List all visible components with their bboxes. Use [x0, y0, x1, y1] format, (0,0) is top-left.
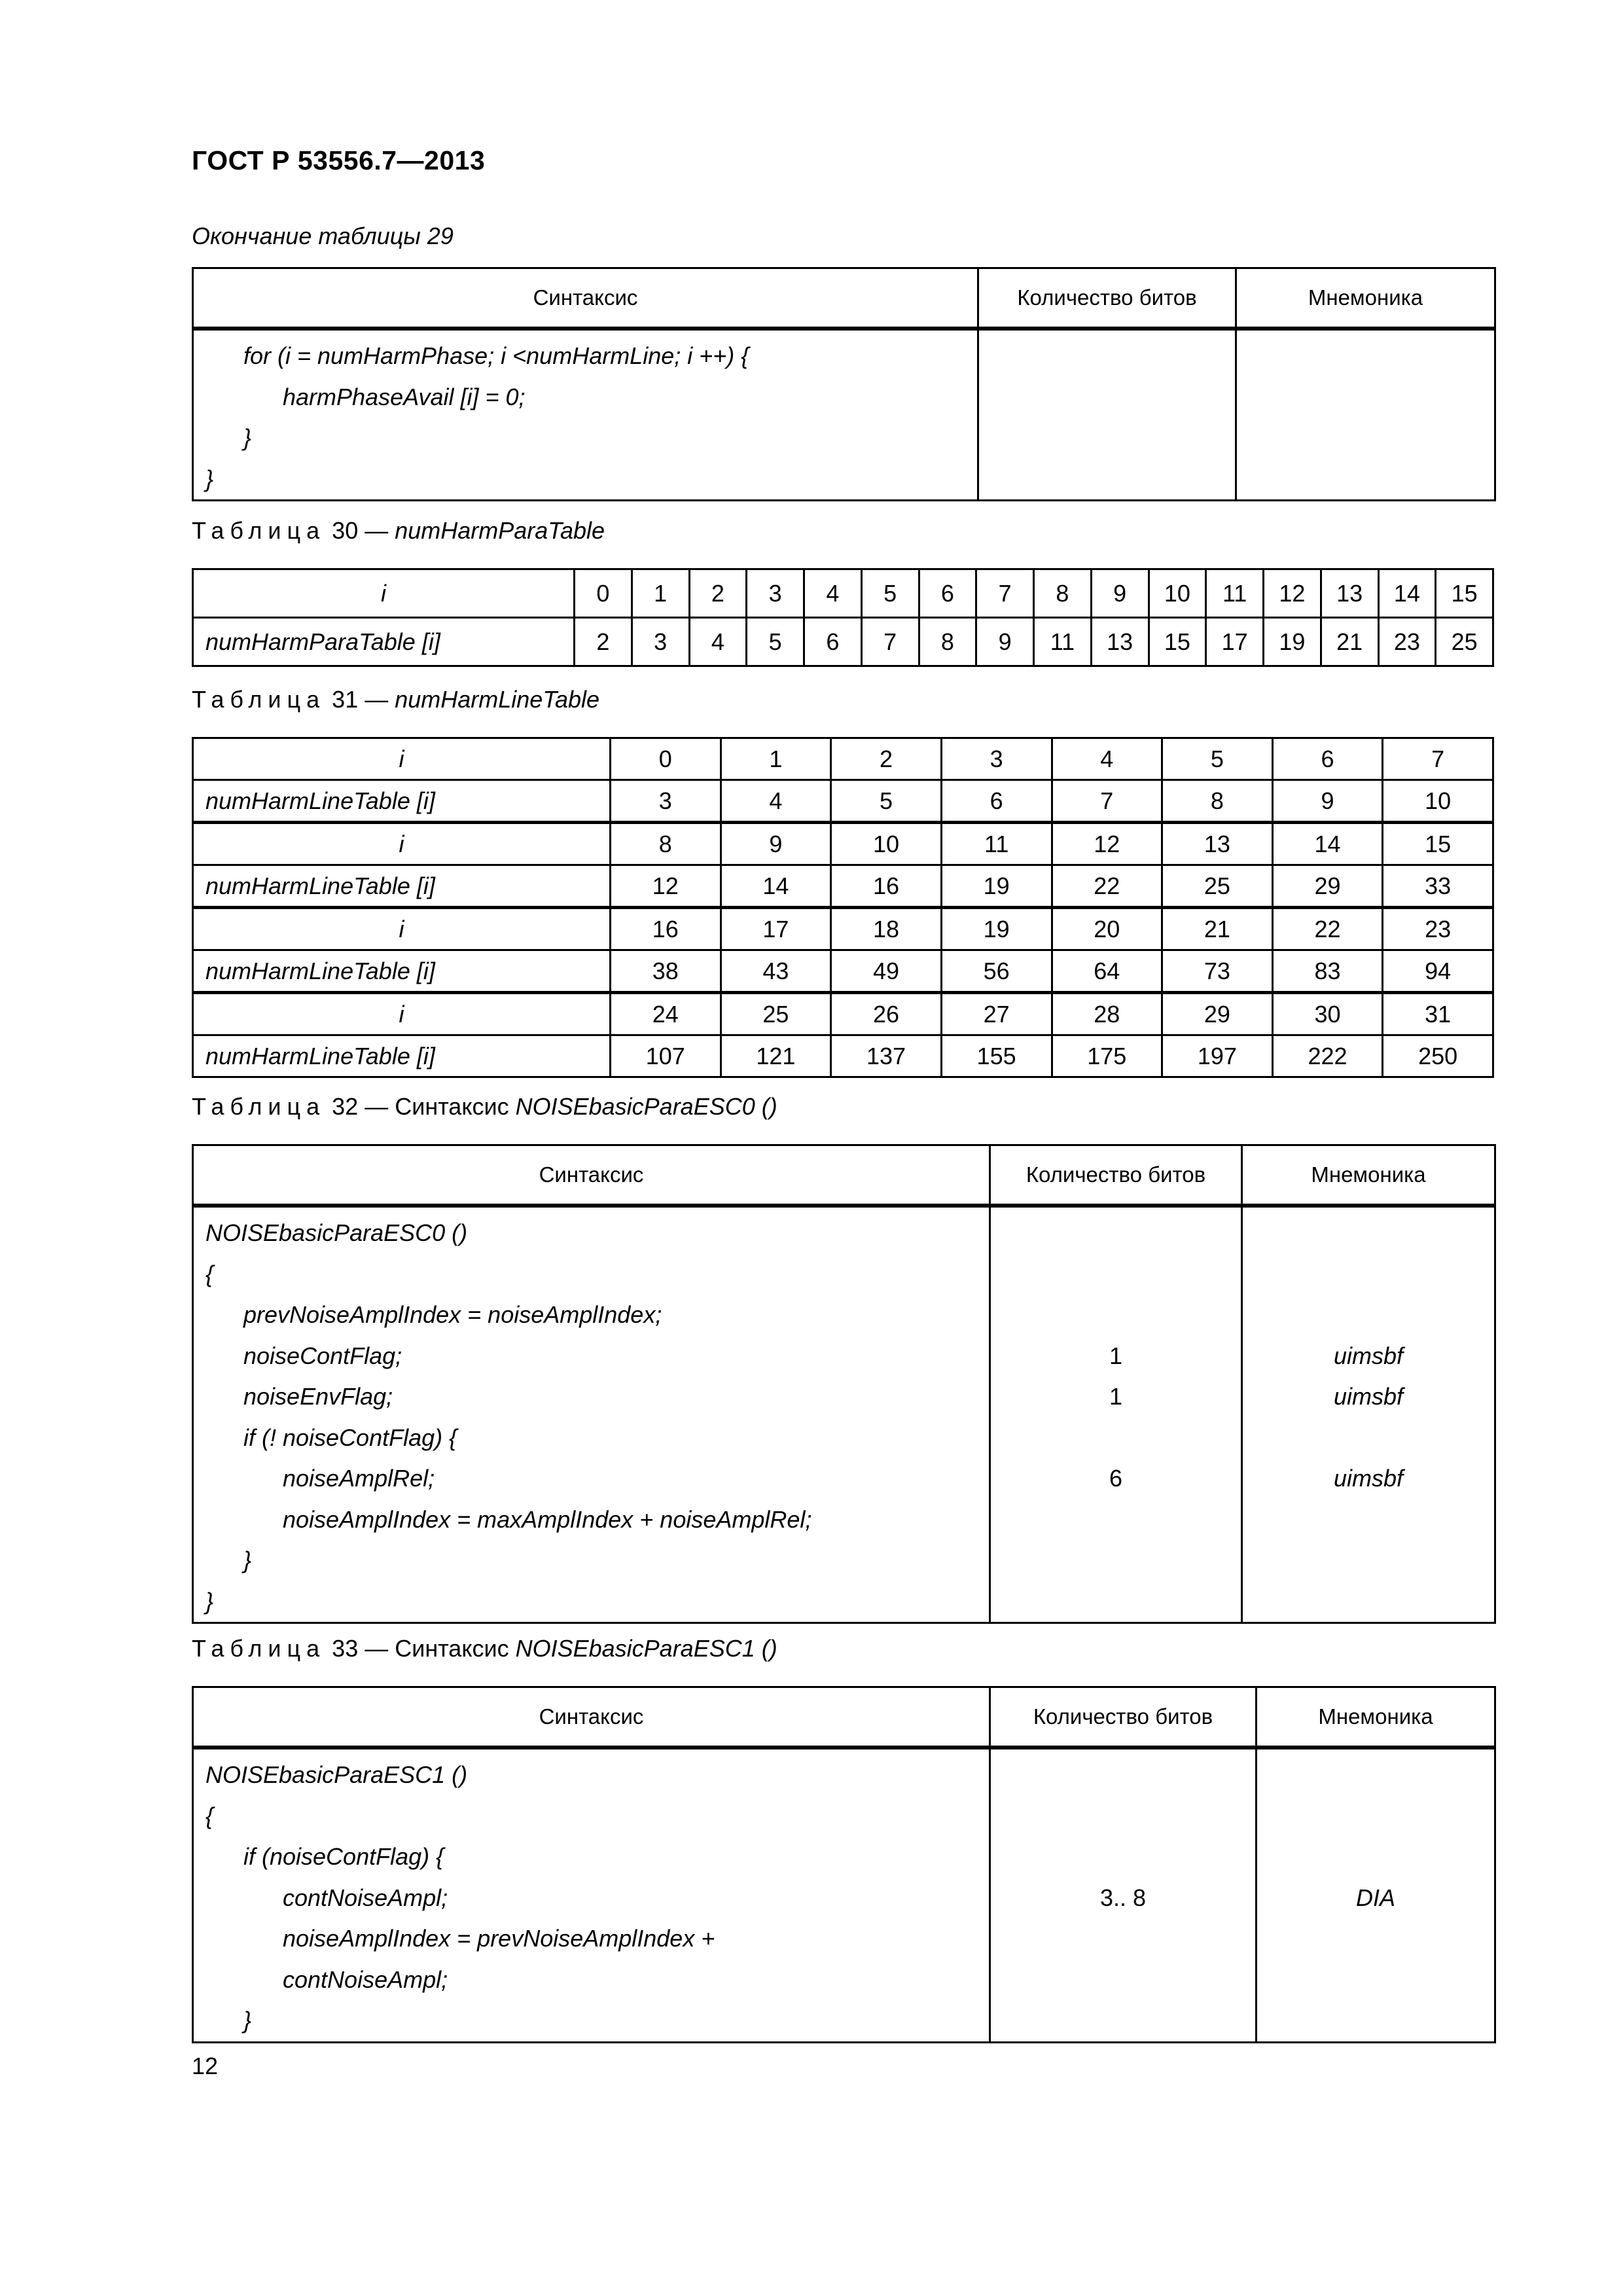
bits-value [979, 418, 1235, 459]
table-31-caption: Таблица 31 — numHarmLineTable [192, 686, 600, 713]
syntax-line: noiseAmplRel; [283, 1465, 435, 1492]
value-cell: 121 [721, 1035, 831, 1077]
index-cell: 12 [1264, 569, 1321, 618]
index-cell: 27 [941, 993, 1052, 1035]
row-label-i: i [193, 569, 575, 618]
index-cell: 3 [941, 738, 1052, 780]
value-cell: 222 [1272, 1035, 1383, 1077]
index-cell: 25 [721, 993, 831, 1035]
column-header-mnemonic: Мнемоника [1257, 1687, 1495, 1748]
column-header-syntax: Синтаксис [193, 1145, 990, 1206]
document-header: ГОСТ Р 53556.7—2013 [192, 145, 486, 175]
value-cell: 56 [941, 950, 1052, 993]
value-cell: 12 [611, 865, 721, 908]
syntax-line: contNoiseAmpl; [283, 1884, 448, 1911]
column-header-syntax: Синтаксис [193, 1687, 990, 1748]
syntax-cell [193, 1748, 990, 2042]
table-row [193, 950, 1493, 993]
page-number: 12 [192, 2053, 219, 2079]
mnemonic-value [1243, 1213, 1494, 1254]
index-cell: 18 [831, 908, 942, 950]
value-cell: 2 [575, 618, 632, 666]
syntax-line: if (! noiseContFlag) { [243, 1424, 457, 1451]
table-29-caption: Окончание таблицы 29 [192, 223, 454, 249]
column-header-mnemonic: Мнемоника [1236, 268, 1495, 329]
value-cell: 49 [831, 950, 942, 993]
value-cell: 3 [611, 780, 721, 823]
index-cell: 8 [611, 823, 721, 865]
syntax-line: { [205, 1260, 214, 1287]
bits-value [979, 459, 1235, 500]
index-cell: 23 [1383, 908, 1493, 950]
index-cell: 17 [721, 908, 831, 950]
mnemonic-value [1243, 1295, 1494, 1336]
value-cell: 29 [1272, 865, 1383, 908]
table-32 [192, 1144, 1496, 1624]
mnemonic-value [1237, 336, 1494, 377]
syntax-line: { [205, 1802, 214, 1829]
mnemonic-cell [1242, 1206, 1495, 1623]
syntax-line: } [243, 1547, 252, 1573]
index-cell: 15 [1436, 569, 1493, 618]
row-label-value: numHarmLineTable [i] [193, 1035, 611, 1077]
bits-value [991, 1960, 1255, 2001]
bits-cell [978, 329, 1236, 501]
value-cell: 9 [976, 618, 1034, 666]
value-cell: 64 [1052, 950, 1162, 993]
column-header-mnemonic: Мнемоника [1242, 1145, 1495, 1206]
syntax-line: prevNoiseAmplIndex = noiseAmplIndex; [243, 1301, 662, 1328]
index-cell: 5 [1162, 738, 1273, 780]
syntax-line: NOISEbasicParaESC0 () [205, 1219, 468, 1246]
syntax-line: noiseAmplIndex = prevNoiseAmplIndex + [283, 1925, 715, 1952]
mnemonic-value [1243, 1418, 1494, 1459]
row-label-i: i [193, 908, 611, 950]
table-row [193, 780, 1493, 823]
value-cell: 9 [1272, 780, 1383, 823]
table-31 [192, 737, 1494, 1078]
bits-value [991, 1796, 1255, 1837]
bits-value [991, 1418, 1241, 1459]
mnemonic-value [1257, 1796, 1494, 1837]
table-row [193, 993, 1493, 1035]
index-cell: 14 [1272, 823, 1383, 865]
column-header-syntax: Синтаксис [193, 268, 978, 329]
syntax-line: noiseEnvFlag; [243, 1383, 393, 1410]
bits-value [991, 1755, 1255, 1796]
index-cell: 24 [611, 993, 721, 1035]
mnemonic-value [1257, 1960, 1494, 2001]
value-cell: 175 [1052, 1035, 1162, 1077]
mnemonic-value [1243, 1499, 1494, 1541]
value-cell: 16 [831, 865, 942, 908]
value-cell: 25 [1162, 865, 1273, 908]
mnemonic-value: uimsbf [1333, 1342, 1404, 1369]
value-cell: 6 [804, 618, 862, 666]
syntax-line: } [205, 1587, 214, 1615]
value-cell: 107 [611, 1035, 721, 1077]
value-cell: 25 [1436, 618, 1493, 666]
syntax-cell [193, 329, 978, 501]
bits-value [991, 1837, 1255, 1878]
syntax-line: noiseContFlag; [243, 1342, 402, 1369]
value-cell: 3 [632, 618, 689, 666]
table-30 [192, 568, 1494, 667]
row-label-value: numHarmLineTable [i] [193, 865, 611, 908]
index-cell: 11 [941, 823, 1052, 865]
index-cell: 7 [1383, 738, 1493, 780]
value-cell: 8 [1162, 780, 1273, 823]
index-cell: 28 [1052, 993, 1162, 1035]
index-cell: 13 [1321, 569, 1378, 618]
column-header-bits: Количество битов [990, 1687, 1257, 1748]
bits-cell [990, 1206, 1242, 1623]
bits-value [991, 1499, 1241, 1541]
index-cell: 5 [861, 569, 919, 618]
value-cell: 4 [721, 780, 831, 823]
mnemonic-value [1243, 1540, 1494, 1581]
mnemonic-cell [1236, 329, 1495, 501]
index-cell: 16 [611, 908, 721, 950]
value-cell: 250 [1383, 1035, 1493, 1077]
index-cell: 4 [1052, 738, 1162, 780]
bits-cell [990, 1748, 1257, 2042]
index-cell: 2 [831, 738, 942, 780]
syntax-line: NOISEbasicParaESC1 () [205, 1761, 468, 1788]
mnemonic-value: DIA [1355, 1884, 1395, 1911]
mnemonic-cell [1257, 1748, 1495, 2042]
bits-value [991, 2000, 1255, 2041]
syntax-line: } [243, 424, 252, 451]
row-label-value: numHarmLineTable [i] [193, 950, 611, 993]
table-32-caption: Таблица 32 — Синтаксис NOISEbasicParaESC0 () [192, 1093, 777, 1120]
value-cell: 13 [1091, 618, 1149, 666]
mnemonic-value [1243, 1581, 1494, 1623]
index-cell: 11 [1206, 569, 1264, 618]
bits-value: 6 [1109, 1465, 1123, 1492]
value-cell: 155 [941, 1035, 1052, 1077]
index-cell: 1 [721, 738, 831, 780]
mnemonic-value [1237, 459, 1494, 500]
index-cell: 7 [976, 569, 1034, 618]
mnemonic-value [1257, 2000, 1494, 2041]
mnemonic-value [1257, 1837, 1494, 1878]
bits-value [979, 377, 1235, 418]
value-cell: 43 [721, 950, 831, 993]
value-cell: 5 [831, 780, 942, 823]
syntax-line: } [243, 2007, 252, 2034]
syntax-cell [193, 1206, 990, 1623]
mnemonic-value: uimsbf [1333, 1465, 1404, 1492]
syntax-line: contNoiseAmpl; [283, 1965, 448, 1993]
mnemonic-value [1257, 1755, 1494, 1796]
bits-value [991, 1540, 1241, 1581]
value-cell: 23 [1378, 618, 1436, 666]
index-cell: 13 [1162, 823, 1273, 865]
table-33 [192, 1686, 1496, 2043]
value-cell: 17 [1206, 618, 1264, 666]
index-cell: 3 [747, 569, 804, 618]
table-30-caption: Таблица 30 — numHarmParaTable [192, 517, 605, 544]
index-cell: 8 [1034, 569, 1092, 618]
value-cell: 94 [1383, 950, 1493, 993]
index-cell: 15 [1383, 823, 1493, 865]
index-cell: 0 [611, 738, 721, 780]
index-cell: 19 [941, 908, 1052, 950]
value-cell: 8 [919, 618, 976, 666]
index-cell: 6 [1272, 738, 1383, 780]
index-cell: 14 [1378, 569, 1436, 618]
table-row [193, 1035, 1493, 1077]
index-cell: 2 [689, 569, 747, 618]
index-cell: 10 [831, 823, 942, 865]
bits-value [991, 1581, 1241, 1623]
index-cell: 9 [1091, 569, 1149, 618]
index-cell: 20 [1052, 908, 1162, 950]
value-cell: 19 [1264, 618, 1321, 666]
bits-value [991, 1254, 1241, 1295]
value-cell: 15 [1149, 618, 1206, 666]
column-header-bits: Количество битов [990, 1145, 1242, 1206]
mnemonic-value [1237, 377, 1494, 418]
column-header-bits: Количество битов [978, 268, 1236, 329]
mnemonic-value [1237, 418, 1494, 459]
value-cell: 11 [1034, 618, 1092, 666]
index-cell: 21 [1162, 908, 1273, 950]
mnemonic-value: uimsbf [1333, 1383, 1404, 1410]
row-label-i: i [193, 993, 611, 1035]
value-cell: 197 [1162, 1035, 1273, 1077]
index-cell: 31 [1383, 993, 1493, 1035]
value-cell: 73 [1162, 950, 1273, 993]
bits-value [991, 1213, 1241, 1254]
bits-value: 1 [1109, 1342, 1123, 1369]
index-cell: 12 [1052, 823, 1162, 865]
row-label-i: i [193, 738, 611, 780]
bits-value: 1 [1109, 1383, 1123, 1410]
row-label-i: i [193, 823, 611, 865]
index-cell: 10 [1149, 569, 1206, 618]
syntax-line: if (noiseContFlag) { [243, 1843, 444, 1870]
index-cell: 9 [721, 823, 831, 865]
table-33-caption: Таблица 33 — Синтаксис NOISEbasicParaESC1 () [192, 1635, 777, 1662]
value-cell: 7 [1052, 780, 1162, 823]
value-cell: 19 [941, 865, 1052, 908]
mnemonic-value [1257, 1918, 1494, 1960]
mnemonic-value [1243, 1254, 1494, 1295]
value-cell: 10 [1383, 780, 1493, 823]
value-cell: 4 [689, 618, 747, 666]
value-cell: 5 [747, 618, 804, 666]
bits-value [979, 336, 1235, 377]
index-cell: 26 [831, 993, 942, 1035]
index-cell: 4 [804, 569, 862, 618]
table-row [193, 738, 1493, 780]
index-cell: 1 [632, 569, 689, 618]
value-cell: 14 [721, 865, 831, 908]
row-label-value: numHarmParaTable [i] [193, 618, 575, 666]
value-cell: 6 [941, 780, 1052, 823]
bits-value [991, 1295, 1241, 1336]
value-cell: 33 [1383, 865, 1493, 908]
table-row [193, 865, 1493, 908]
value-cell: 7 [861, 618, 919, 666]
bits-value [991, 1918, 1255, 1960]
index-cell: 22 [1272, 908, 1383, 950]
table-row [193, 908, 1493, 950]
syntax-line: harmPhaseAvail [i] = 0; [283, 383, 526, 410]
value-cell: 21 [1321, 618, 1378, 666]
index-cell: 0 [575, 569, 632, 618]
value-cell: 83 [1272, 950, 1383, 993]
value-cell: 22 [1052, 865, 1162, 908]
index-cell: 29 [1162, 993, 1273, 1035]
syntax-line: noiseAmplIndex = maxAmplIndex + noiseAmplRel; [283, 1505, 812, 1533]
table-row [193, 823, 1493, 865]
value-cell: 137 [831, 1035, 942, 1077]
value-cell: 38 [611, 950, 721, 993]
table-row [193, 569, 1493, 618]
syntax-line: for (i = numHarmPhase; i <numHarmLine; i ++) { [243, 342, 749, 369]
row-label-value: numHarmLineTable [i] [193, 780, 611, 823]
table-29 [192, 267, 1496, 501]
index-cell: 6 [919, 569, 976, 618]
table-row [193, 618, 1493, 666]
index-cell: 30 [1272, 993, 1383, 1035]
syntax-line: } [205, 465, 214, 492]
bits-value: 3.. 8 [1099, 1884, 1147, 1911]
